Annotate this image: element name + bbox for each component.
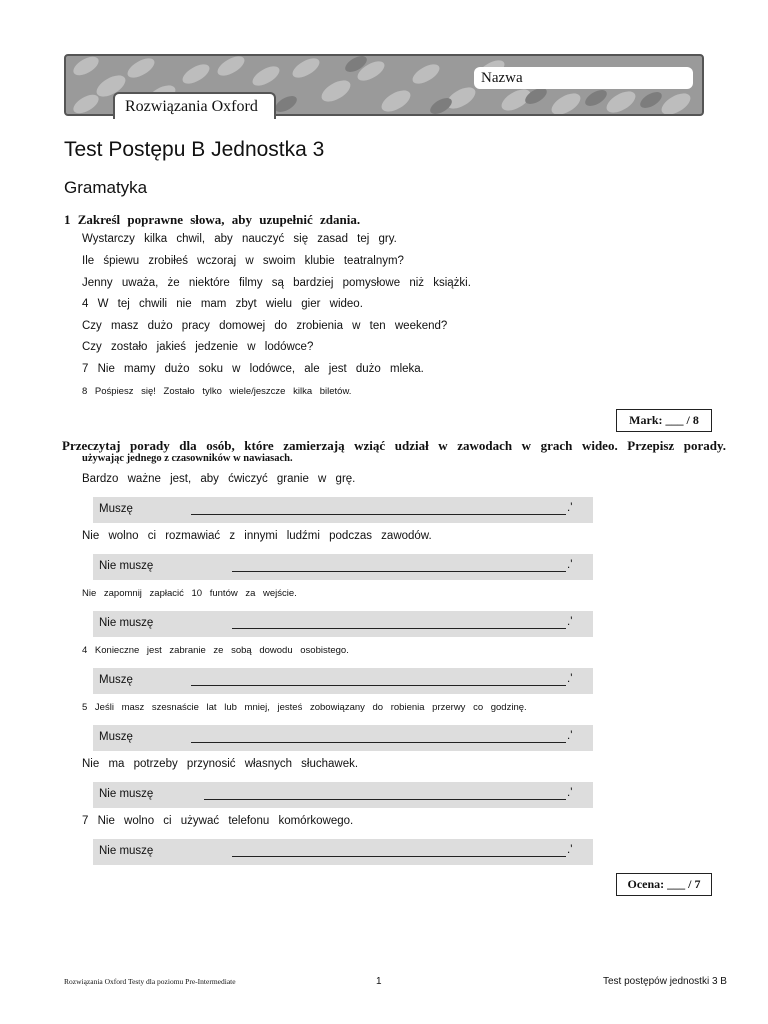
answer-end: .' [567,844,573,856]
q1-mark: Mark: ___ / 8 [629,413,699,427]
brand-tab [113,92,276,119]
q1-sentence: Czy masz dużo pracy domowej do zrobienia w ten weekend? [82,320,448,332]
answer-line[interactable] [232,571,566,572]
answer-row[interactable] [93,497,593,523]
q2-prompt: 5 Jeśli masz szesnaście lat lub mniej, jesteś zobowiązany do robienia przerwy co godzinę. [82,702,527,713]
q2-prompt: Nie zapomnij zapłacić 10 funtów za wejście. [82,588,297,599]
q1-sentence: 7 Nie mamy dużo soku w lodówce, ale jest dużo mleka. [82,363,424,375]
answer-row[interactable] [93,782,593,808]
section-title: Gramatyka [64,178,148,197]
q2-mark: Ocena: ___ / 7 [627,877,701,891]
answer-end: .' [567,616,573,628]
page-title: Test Postępu B Jednostka 3 [64,138,325,161]
page-number: 1 [376,976,382,987]
answer-row[interactable] [93,611,593,637]
footer-right: Test postępów jednostki 3 B [603,976,727,987]
q2-prompt: Bardzo ważne jest, aby ćwiczyć granie w grę. [82,473,356,485]
answer-end: .' [567,730,573,742]
answer-row[interactable] [93,668,593,694]
q1-sentence: Jenny uważa, że niektóre filmy są bardziej pomysłowe niż książki. [82,277,471,289]
q1-sentence: Ile śpiewu zrobiłeś wczoraj w swoim klubie teatralnym? [82,255,404,267]
q1-sentence: 8 Pośpiesz się! Zostało tylko wiele/jeszcze kilka biletów. [82,386,352,397]
q1-sentence: 4 W tej chwili nie mam zbyt wielu gier wideo. [82,298,363,310]
answer-end: .' [567,502,573,514]
answer-row[interactable] [93,725,593,751]
q2-prompt: Nie wolno ci rozmawiać z innymi ludźmi podczas zawodów. [82,530,432,542]
answer-line[interactable] [191,514,566,515]
brand-label: Rozwiązania Oxford [125,98,258,115]
name-field[interactable] [474,67,693,89]
q1-sentence: Wystarczy kilka chwil, aby nauczyć się zasad tej gry. [82,233,397,245]
answer-end: .' [567,673,573,685]
answer-label: Nie muszę [99,617,154,629]
answer-row[interactable] [93,839,593,865]
q2-heading: Przeczytaj porady dla osób, które zamierzają wziąć udział w zawodach w grach wideo. Przepisz porady. [62,438,726,453]
q2-mark-box [616,873,712,896]
q1-heading: 1 Zakreśl poprawne słowa, aby uzupełnić zdania. [64,212,361,227]
answer-label: Nie muszę [99,845,154,857]
q2-prompt: 4 Konieczne jest zabranie ze sobą dowodu osobistego. [82,645,349,656]
q2-prompt: Nie ma potrzeby przynosić własnych słuchawek. [82,758,359,770]
answer-label: Nie muszę [99,560,154,572]
answer-label: Nie muszę [99,788,154,800]
footer-left: Rozwiązania Oxford Testy dla poziomu Pre-Intermediate [64,977,236,986]
answer-label: Muszę [99,731,133,743]
q2-subheading: używając jednego z czasowników w nawiasach. [82,453,293,464]
q1-sentence: Czy zostało jakieś jedzenie w lodówce? [82,341,314,353]
answer-label: Muszę [99,674,133,686]
name-label: Nazwa [481,70,523,86]
q1-mark-box [616,409,712,432]
answer-line[interactable] [191,742,566,743]
q2-prompt: 7 Nie wolno ci używać telefonu komórkowego. [82,815,354,827]
answer-line[interactable] [232,628,566,629]
answer-end: .' [567,559,573,571]
answer-line[interactable] [191,685,566,686]
answer-end: .' [567,787,573,799]
answer-line[interactable] [232,856,566,857]
answer-row[interactable] [93,554,593,580]
answer-label: Muszę [99,503,133,515]
answer-line[interactable] [204,799,566,800]
